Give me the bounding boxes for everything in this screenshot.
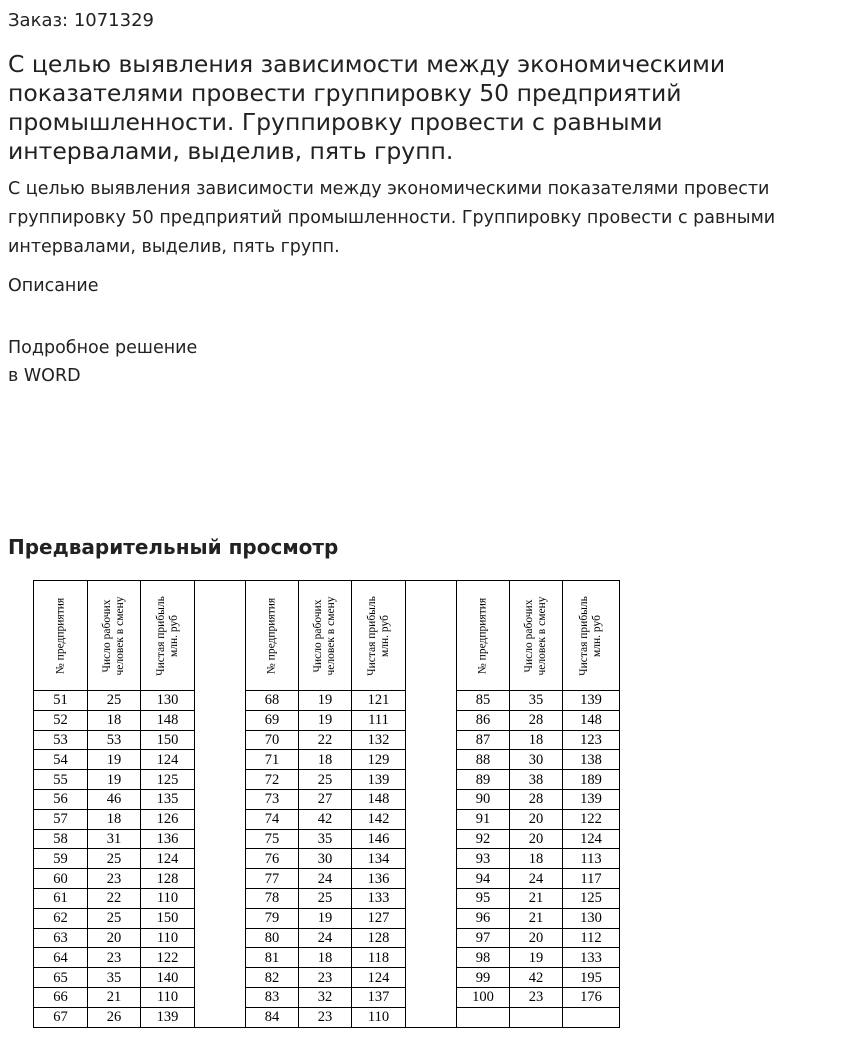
column-gap <box>406 710 457 730</box>
table-cell: 90 <box>457 789 510 809</box>
table-cell: 139 <box>563 691 620 711</box>
table-cell: 35 <box>88 968 141 988</box>
table-cell: 126 <box>141 809 195 829</box>
table-cell: 125 <box>141 770 195 790</box>
preview-heading: Предварительный просмотр <box>8 535 339 559</box>
table-cell: 139 <box>352 770 406 790</box>
column-gap <box>195 928 246 948</box>
table-cell: 65 <box>34 968 88 988</box>
table-cell: 35 <box>510 691 563 711</box>
table-cell: 23 <box>88 948 141 968</box>
table-cell: 54 <box>34 750 88 770</box>
table-cell: 148 <box>352 789 406 809</box>
table-cell: 25 <box>88 849 141 869</box>
table-cell: 72 <box>246 770 299 790</box>
table-cell: 121 <box>352 691 406 711</box>
table-cell: 23 <box>299 968 352 988</box>
table-row <box>34 710 620 730</box>
table-cell: 61 <box>34 888 88 908</box>
table-cell: 110 <box>141 928 195 948</box>
table-cell: 110 <box>141 888 195 908</box>
table-cell: 18 <box>299 750 352 770</box>
column-gap <box>195 809 246 829</box>
table-row <box>34 730 620 750</box>
table-cell: 139 <box>141 1007 195 1027</box>
column-gap <box>406 829 457 849</box>
column-gap <box>195 789 246 809</box>
table-row <box>34 1007 620 1027</box>
table-cell: 136 <box>141 829 195 849</box>
table-cell: 30 <box>510 750 563 770</box>
column-gap <box>406 968 457 988</box>
table-cell: 20 <box>510 829 563 849</box>
page-title: С целью выявления зависимости между экономическими показателями провести группировку 50 предприятий промышленности. Группировку провести с равными интервалами, выделив, пять групп. <box>8 50 726 165</box>
table-cell: 25 <box>88 908 141 928</box>
table-cell: 18 <box>510 849 563 869</box>
table-cell: 112 <box>563 928 620 948</box>
table-cell: 20 <box>510 809 563 829</box>
table-cell: 35 <box>299 829 352 849</box>
table-cell: 110 <box>352 1007 406 1027</box>
table-cell: 118 <box>352 948 406 968</box>
table-cell: 18 <box>88 809 141 829</box>
table-cell: 124 <box>141 750 195 770</box>
column-header <box>88 581 141 691</box>
table-cell: 21 <box>510 908 563 928</box>
column-gap <box>195 1007 246 1027</box>
column-gap <box>406 750 457 770</box>
column-header <box>34 581 88 691</box>
table-cell: 86 <box>457 710 510 730</box>
table-cell: 66 <box>34 987 88 1007</box>
table-cell: 138 <box>563 750 620 770</box>
table-cell <box>510 1007 563 1027</box>
table-cell: 25 <box>299 770 352 790</box>
table-cell: 18 <box>510 730 563 750</box>
table-cell: 124 <box>352 968 406 988</box>
table-cell: 124 <box>141 849 195 869</box>
table-cell: 59 <box>34 849 88 869</box>
column-gap <box>406 730 457 750</box>
table-cell: 73 <box>246 789 299 809</box>
table-cell <box>457 1007 510 1027</box>
table-row <box>34 770 620 790</box>
enterprise-table <box>33 580 620 1028</box>
column-gap <box>195 691 246 711</box>
table-row <box>34 849 620 869</box>
table-cell: 19 <box>299 710 352 730</box>
table-cell: 62 <box>34 908 88 928</box>
table-cell: 24 <box>510 869 563 889</box>
column-header <box>510 581 563 691</box>
column-gap <box>406 987 457 1007</box>
table-cell: 31 <box>88 829 141 849</box>
table-cell: 69 <box>246 710 299 730</box>
column-gap <box>406 869 457 889</box>
solution-format: в WORD <box>8 366 81 386</box>
table-cell: 38 <box>510 770 563 790</box>
column-gap <box>195 987 246 1007</box>
table-cell: 111 <box>352 710 406 730</box>
column-gap <box>195 888 246 908</box>
table-cell: 136 <box>352 869 406 889</box>
table-cell: 127 <box>352 908 406 928</box>
table-row <box>34 750 620 770</box>
column-header <box>246 581 299 691</box>
table-cell: 63 <box>34 928 88 948</box>
table-row <box>34 888 620 908</box>
column-header-label: Чистая прибыль млн. руб <box>578 595 603 676</box>
column-gap <box>406 789 457 809</box>
table-cell: 195 <box>563 968 620 988</box>
table-cell: 133 <box>352 888 406 908</box>
column-gap <box>406 770 457 790</box>
column-header-label: № предприятия <box>54 597 66 674</box>
column-gap <box>195 770 246 790</box>
table-cell: 189 <box>563 770 620 790</box>
column-header <box>457 581 510 691</box>
table-cell: 19 <box>88 770 141 790</box>
column-gap <box>195 710 246 730</box>
table-cell: 75 <box>246 829 299 849</box>
table-row <box>34 908 620 928</box>
table-cell: 84 <box>246 1007 299 1027</box>
column-gap <box>406 908 457 928</box>
table-cell: 23 <box>88 869 141 889</box>
table-cell: 30 <box>299 849 352 869</box>
table-cell: 20 <box>88 928 141 948</box>
table-cell: 77 <box>246 869 299 889</box>
table-cell: 83 <box>246 987 299 1007</box>
order-number: Заказ: 1071329 <box>8 10 154 31</box>
table-header-row <box>34 581 620 691</box>
table-cell: 18 <box>299 948 352 968</box>
table-row <box>34 987 620 1007</box>
table-cell: 26 <box>88 1007 141 1027</box>
column-gap <box>406 849 457 869</box>
table-row <box>34 691 620 711</box>
column-gap <box>195 750 246 770</box>
table-row <box>34 829 620 849</box>
table-cell: 132 <box>352 730 406 750</box>
table-cell: 79 <box>246 908 299 928</box>
table-cell: 89 <box>457 770 510 790</box>
table-cell: 21 <box>88 987 141 1007</box>
column-gap <box>406 1007 457 1027</box>
table-cell: 42 <box>510 968 563 988</box>
table-cell: 113 <box>563 849 620 869</box>
column-header-label: Число рабочих человек в смену <box>523 596 548 676</box>
column-gap <box>406 928 457 948</box>
table-cell: 52 <box>34 710 88 730</box>
table-cell: 53 <box>34 730 88 750</box>
table-cell: 23 <box>299 1007 352 1027</box>
table-cell: 70 <box>246 730 299 750</box>
table-cell: 91 <box>457 809 510 829</box>
column-header <box>299 581 352 691</box>
table-cell: 27 <box>299 789 352 809</box>
table-row <box>34 948 620 968</box>
table-cell: 96 <box>457 908 510 928</box>
table-row <box>34 789 620 809</box>
table-cell: 78 <box>246 888 299 908</box>
column-header-label: Чистая прибыль млн. руб <box>154 595 180 676</box>
table-cell: 98 <box>457 948 510 968</box>
table-cell: 21 <box>510 888 563 908</box>
table-cell: 139 <box>563 789 620 809</box>
column-gap <box>406 809 457 829</box>
table-cell: 122 <box>141 948 195 968</box>
column-gap <box>406 581 457 691</box>
column-gap <box>195 849 246 869</box>
table-cell: 56 <box>34 789 88 809</box>
description-text: С целью выявления зависимости между экономическими показателями провести группировку 50 предприятий промышленности. Группировку провести с равными интервалами, выделив, пять групп. <box>8 179 776 257</box>
table-cell <box>563 1007 620 1027</box>
table-cell: 58 <box>34 829 88 849</box>
table-cell: 25 <box>299 888 352 908</box>
column-gap <box>195 948 246 968</box>
table-cell: 137 <box>352 987 406 1007</box>
table-cell: 130 <box>563 908 620 928</box>
table-cell: 19 <box>299 908 352 928</box>
description-label: Описание <box>8 276 99 296</box>
table-cell: 25 <box>88 691 141 711</box>
table-cell: 99 <box>457 968 510 988</box>
table-cell: 123 <box>563 730 620 750</box>
table-cell: 117 <box>563 869 620 889</box>
column-header <box>563 581 620 691</box>
table-cell: 76 <box>246 849 299 869</box>
column-header-label: № предприятия <box>476 597 489 674</box>
table-cell: 94 <box>457 869 510 889</box>
column-header-label: Число рабочих человек в смену <box>312 596 337 676</box>
table-cell: 51 <box>34 691 88 711</box>
table-cell: 128 <box>141 869 195 889</box>
table-cell: 53 <box>88 730 141 750</box>
column-gap <box>195 581 246 691</box>
column-gap <box>195 869 246 889</box>
table-cell: 133 <box>563 948 620 968</box>
table-cell: 68 <box>246 691 299 711</box>
table-cell: 88 <box>457 750 510 770</box>
table-cell: 130 <box>141 691 195 711</box>
table-cell: 150 <box>141 908 195 928</box>
column-header-label: Число рабочих человек в смену <box>101 596 126 676</box>
table-cell: 67 <box>34 1007 88 1027</box>
table-cell: 64 <box>34 948 88 968</box>
table-cell: 19 <box>510 948 563 968</box>
table-cell: 150 <box>141 730 195 750</box>
table-cell: 140 <box>141 968 195 988</box>
table-cell: 95 <box>457 888 510 908</box>
table-cell: 55 <box>34 770 88 790</box>
column-gap <box>195 829 246 849</box>
table-cell: 81 <box>246 948 299 968</box>
table-cell: 19 <box>88 750 141 770</box>
table-cell: 28 <box>510 789 563 809</box>
column-header <box>141 581 195 691</box>
column-gap <box>195 908 246 928</box>
table-cell: 125 <box>563 888 620 908</box>
solution-label: Подробное решение <box>8 338 198 358</box>
table-cell: 24 <box>299 928 352 948</box>
column-gap <box>406 691 457 711</box>
column-gap <box>195 968 246 988</box>
table-cell: 24 <box>299 869 352 889</box>
column-gap <box>195 730 246 750</box>
table-cell: 146 <box>352 829 406 849</box>
table-cell: 74 <box>246 809 299 829</box>
table-cell: 176 <box>563 987 620 1007</box>
table-row <box>34 869 620 889</box>
table-cell: 110 <box>141 987 195 1007</box>
table-cell: 22 <box>88 888 141 908</box>
table-cell: 46 <box>88 789 141 809</box>
document-preview <box>33 580 619 1028</box>
table-cell: 122 <box>563 809 620 829</box>
table-row <box>34 928 620 948</box>
table-cell: 60 <box>34 869 88 889</box>
table-cell: 148 <box>563 710 620 730</box>
table-cell: 134 <box>352 849 406 869</box>
table-cell: 124 <box>563 829 620 849</box>
column-gap <box>406 888 457 908</box>
table-cell: 85 <box>457 691 510 711</box>
table-cell: 19 <box>299 691 352 711</box>
table-cell: 92 <box>457 829 510 849</box>
table-cell: 28 <box>510 710 563 730</box>
table-cell: 71 <box>246 750 299 770</box>
table-cell: 93 <box>457 849 510 869</box>
table-cell: 23 <box>510 987 563 1007</box>
table-cell: 142 <box>352 809 406 829</box>
table-cell: 129 <box>352 750 406 770</box>
table-cell: 32 <box>299 987 352 1007</box>
table-cell: 97 <box>457 928 510 948</box>
table-cell: 80 <box>246 928 299 948</box>
table-cell: 82 <box>246 968 299 988</box>
table-row <box>34 968 620 988</box>
table-cell: 22 <box>299 730 352 750</box>
table-cell: 87 <box>457 730 510 750</box>
table-cell: 100 <box>457 987 510 1007</box>
column-header-label: Чистая прибыль млн. руб <box>365 595 391 676</box>
table-cell: 148 <box>141 710 195 730</box>
column-header <box>352 581 406 691</box>
table-cell: 20 <box>510 928 563 948</box>
table-cell: 135 <box>141 789 195 809</box>
table-row <box>34 809 620 829</box>
table-cell: 42 <box>299 809 352 829</box>
table-cell: 18 <box>88 710 141 730</box>
column-header-label: № предприятия <box>265 597 278 674</box>
column-gap <box>406 948 457 968</box>
table-cell: 57 <box>34 809 88 829</box>
table-cell: 128 <box>352 928 406 948</box>
